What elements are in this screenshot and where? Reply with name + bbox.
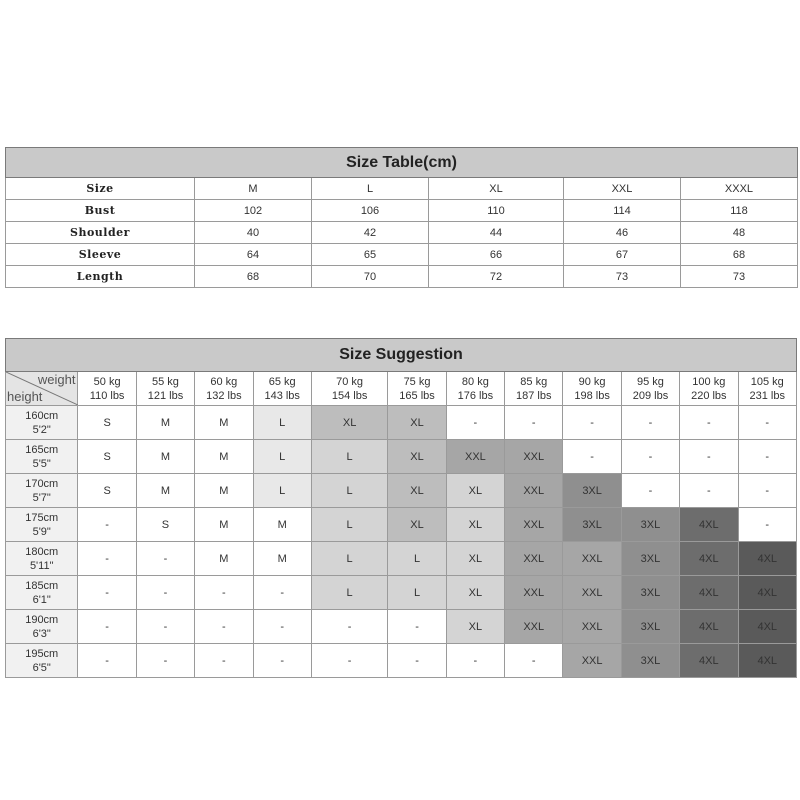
weight-height-corner xyxy=(6,372,78,406)
size-cell: - xyxy=(505,644,563,678)
table-cell: 118 xyxy=(681,200,798,222)
weight-lbs: 198 lbs xyxy=(574,389,610,402)
size-cell: S xyxy=(78,406,136,440)
size-cell: - xyxy=(446,406,504,440)
size-cell: 4XL xyxy=(680,644,738,678)
suggestion-row xyxy=(6,610,797,644)
size-cell: - xyxy=(195,576,253,610)
size-cell: XXL xyxy=(505,508,563,542)
weight-kg: 105 kg xyxy=(750,375,784,388)
height-ft: 5'11" xyxy=(29,559,54,572)
size-cell: - xyxy=(78,576,136,610)
size-cell: L xyxy=(311,576,387,610)
weight-column-header xyxy=(680,372,738,406)
weight-lbs: 110 lbs xyxy=(89,389,125,402)
height-cm: 185cm xyxy=(25,579,59,592)
weight-lbs: 132 lbs xyxy=(206,389,242,402)
table-cell: 114 xyxy=(564,200,681,222)
size-cell: XXL xyxy=(505,542,563,576)
height-label xyxy=(6,508,78,542)
height-cm: 160cm xyxy=(25,409,59,422)
size-cell: 4XL xyxy=(680,542,738,576)
size-cell: - xyxy=(563,406,621,440)
size-cell: - xyxy=(78,508,136,542)
height-cm: 175cm xyxy=(25,511,59,524)
size-cell: - xyxy=(78,610,136,644)
height-ft: 6'3" xyxy=(32,627,51,640)
size-cell: S xyxy=(136,508,194,542)
size-chart xyxy=(5,147,797,678)
size-cell: 4XL xyxy=(738,576,797,610)
size-cell: XL xyxy=(388,440,446,474)
size-cell: L xyxy=(311,542,387,576)
size-cell: M xyxy=(136,440,194,474)
weight-kg: 70 kg xyxy=(336,375,364,388)
weight-lbs: 143 lbs xyxy=(264,389,300,402)
size-cell: - xyxy=(388,644,446,678)
size-cell: M xyxy=(136,406,194,440)
table-cell: 102 xyxy=(195,200,312,222)
suggestion-row xyxy=(6,542,797,576)
size-cell: - xyxy=(136,576,194,610)
weight-column-header xyxy=(195,372,253,406)
table-cell: XL xyxy=(429,178,564,200)
size-cell: 4XL xyxy=(738,542,797,576)
size-cell: XL xyxy=(388,508,446,542)
size-cell: - xyxy=(505,406,563,440)
size-cell: - xyxy=(311,644,387,678)
weight-column-header xyxy=(311,372,387,406)
table-cell: 73 xyxy=(564,266,681,288)
size-cell: XXL xyxy=(505,474,563,508)
size-table-row xyxy=(6,266,798,288)
table-cell: 68 xyxy=(195,266,312,288)
size-cell: XL xyxy=(388,406,446,440)
weight-kg: 95 kg xyxy=(637,375,664,388)
weight-kg: 90 kg xyxy=(578,375,606,388)
size-cell: 3XL xyxy=(563,508,621,542)
size-cell: - xyxy=(136,644,194,678)
size-cell: XL xyxy=(446,474,504,508)
row-label: Bust xyxy=(6,200,195,222)
size-cell: - xyxy=(311,610,387,644)
size-cell: L xyxy=(311,440,387,474)
size-cell: M xyxy=(195,474,253,508)
table-cell: 110 xyxy=(429,200,564,222)
size-cell: XXL xyxy=(505,576,563,610)
weight-kg: 75 kg xyxy=(403,375,431,388)
size-cell: XXL xyxy=(446,440,504,474)
size-cell: - xyxy=(195,610,253,644)
table-cell: XXXL xyxy=(681,178,798,200)
size-cell: - xyxy=(136,610,194,644)
size-cell: 3XL xyxy=(621,576,679,610)
height-ft: 5'2" xyxy=(32,423,51,436)
table-cell: 72 xyxy=(429,266,564,288)
size-table-title: Size Table(cm) xyxy=(6,148,798,178)
table-cell: 64 xyxy=(195,244,312,266)
weight-lbs: 209 lbs xyxy=(632,389,669,402)
size-table-row xyxy=(6,200,798,222)
height-label xyxy=(6,406,78,440)
table-cell: 67 xyxy=(564,244,681,266)
height-label xyxy=(6,474,78,508)
size-cell: M xyxy=(195,508,253,542)
weight-lbs: 165 lbs xyxy=(399,389,435,402)
size-cell: S xyxy=(78,474,136,508)
row-label: Shoulder xyxy=(6,222,195,244)
height-ft: 5'9" xyxy=(32,525,51,538)
suggestion-row xyxy=(6,508,797,542)
size-table-row xyxy=(6,178,798,200)
size-cell: XXL xyxy=(505,440,563,474)
size-cell: 4XL xyxy=(680,508,738,542)
height-cm: 195cm xyxy=(25,647,59,660)
size-cell: 4XL xyxy=(738,610,797,644)
height-cm: 190cm xyxy=(25,613,59,626)
size-cell: - xyxy=(738,440,797,474)
table-cell: 44 xyxy=(429,222,564,244)
suggestion-row xyxy=(6,576,797,610)
weight-kg: 100 kg xyxy=(692,375,726,388)
size-cell: 4XL xyxy=(738,644,797,678)
weight-column-header xyxy=(621,372,679,406)
table-cell: 46 xyxy=(564,222,681,244)
size-cell: - xyxy=(738,474,797,508)
size-cell: L xyxy=(388,542,446,576)
weight-column-header xyxy=(563,372,621,406)
size-cell: M xyxy=(195,440,253,474)
size-cell: - xyxy=(446,644,504,678)
table-cell: 48 xyxy=(681,222,798,244)
table-cell: 40 xyxy=(195,222,312,244)
size-cell: - xyxy=(195,644,253,678)
weight-kg: 50 kg xyxy=(93,375,121,388)
weight-lbs: 154 lbs xyxy=(331,389,368,402)
height-ft: 6'1" xyxy=(32,593,51,606)
size-cell: - xyxy=(388,610,446,644)
weight-lbs: 176 lbs xyxy=(457,389,494,402)
table-cell: 66 xyxy=(429,244,564,266)
weight-lbs: 121 lbs xyxy=(147,389,184,402)
row-label: Size xyxy=(6,178,195,200)
height-cm: 165cm xyxy=(25,443,59,456)
size-cell: S xyxy=(78,440,136,474)
height-ft: 6'5" xyxy=(32,661,51,674)
size-cell: XXL xyxy=(563,576,621,610)
size-table-row xyxy=(6,244,798,266)
size-cell: L xyxy=(311,474,387,508)
height-label xyxy=(6,440,78,474)
size-cell: - xyxy=(680,406,738,440)
table-cell: L xyxy=(312,178,429,200)
height-label xyxy=(6,542,78,576)
section-gap xyxy=(5,288,797,338)
height-cm: 180cm xyxy=(25,545,59,558)
size-cell: 3XL xyxy=(621,508,679,542)
weight-kg: 65 kg xyxy=(268,375,296,388)
size-cell: - xyxy=(621,474,679,508)
size-cell: L xyxy=(253,440,311,474)
size-cell: XXL xyxy=(505,610,563,644)
weight-kg: 55 kg xyxy=(152,375,179,388)
size-cell: L xyxy=(253,406,311,440)
height-label xyxy=(6,576,78,610)
size-cell: - xyxy=(738,508,797,542)
suggestion-row xyxy=(6,474,797,508)
height-ft: 5'5" xyxy=(32,457,51,470)
weight-column-header xyxy=(446,372,504,406)
weight-column-header xyxy=(738,372,797,406)
size-cell: - xyxy=(78,644,136,678)
suggestion-row xyxy=(6,406,797,440)
size-suggestion-table xyxy=(5,338,797,678)
row-label: Length xyxy=(6,266,195,288)
size-cell: XL xyxy=(446,610,504,644)
row-label: Sleeve xyxy=(6,244,195,266)
weight-lbs: 231 lbs xyxy=(749,389,785,402)
size-cell: - xyxy=(253,644,311,678)
size-cell: - xyxy=(563,440,621,474)
size-cell: 3XL xyxy=(621,542,679,576)
size-cell: 3XL xyxy=(563,474,621,508)
size-cell: L xyxy=(311,508,387,542)
size-cell: - xyxy=(621,406,679,440)
height-header: height xyxy=(7,389,43,404)
size-cell: XXL xyxy=(563,610,621,644)
size-cell: - xyxy=(680,440,738,474)
size-cell: - xyxy=(738,406,797,440)
height-label xyxy=(6,610,78,644)
weight-column-header xyxy=(253,372,311,406)
weight-column-header xyxy=(78,372,136,406)
table-cell: 106 xyxy=(312,200,429,222)
size-cell: XXL xyxy=(563,644,621,678)
size-cell: 4XL xyxy=(680,576,738,610)
size-cell: - xyxy=(253,610,311,644)
size-cell: M xyxy=(136,474,194,508)
size-cell: XL xyxy=(446,576,504,610)
size-cell: XXL xyxy=(563,542,621,576)
size-cell: M xyxy=(195,542,253,576)
size-cell: - xyxy=(78,542,136,576)
weight-kg: 60 kg xyxy=(210,375,238,388)
size-cell: 3XL xyxy=(621,610,679,644)
table-cell: 42 xyxy=(312,222,429,244)
height-cm: 170cm xyxy=(25,477,59,490)
weight-lbs: 187 lbs xyxy=(516,389,552,402)
size-suggestion-title: Size Suggestion xyxy=(6,339,797,372)
size-cell: M xyxy=(195,406,253,440)
weight-kg: 85 kg xyxy=(520,375,548,388)
weight-header: weight xyxy=(37,372,76,387)
size-cell: 4XL xyxy=(680,610,738,644)
table-cell: 70 xyxy=(312,266,429,288)
size-cell: M xyxy=(253,542,311,576)
size-cell: - xyxy=(621,440,679,474)
table-cell: 68 xyxy=(681,244,798,266)
size-cell: L xyxy=(388,576,446,610)
size-cell: XL xyxy=(311,406,387,440)
weight-column-header xyxy=(136,372,194,406)
table-cell: XXL xyxy=(564,178,681,200)
size-cell: 3XL xyxy=(621,644,679,678)
height-label xyxy=(6,644,78,678)
size-cell: XL xyxy=(388,474,446,508)
size-table xyxy=(5,147,798,288)
size-cell: L xyxy=(253,474,311,508)
weight-column-header xyxy=(388,372,446,406)
size-cell: - xyxy=(253,576,311,610)
size-cell: - xyxy=(136,542,194,576)
size-cell: XL xyxy=(446,542,504,576)
suggestion-row xyxy=(6,440,797,474)
table-cell: M xyxy=(195,178,312,200)
weight-kg: 80 kg xyxy=(461,375,489,388)
height-ft: 5'7" xyxy=(32,491,51,504)
size-cell: XL xyxy=(446,508,504,542)
table-cell: 73 xyxy=(681,266,798,288)
size-cell: - xyxy=(680,474,738,508)
weight-lbs: 220 lbs xyxy=(691,389,727,402)
size-table-row xyxy=(6,222,798,244)
size-cell: M xyxy=(253,508,311,542)
table-cell: 65 xyxy=(312,244,429,266)
suggestion-row xyxy=(6,644,797,678)
weight-column-header xyxy=(505,372,563,406)
